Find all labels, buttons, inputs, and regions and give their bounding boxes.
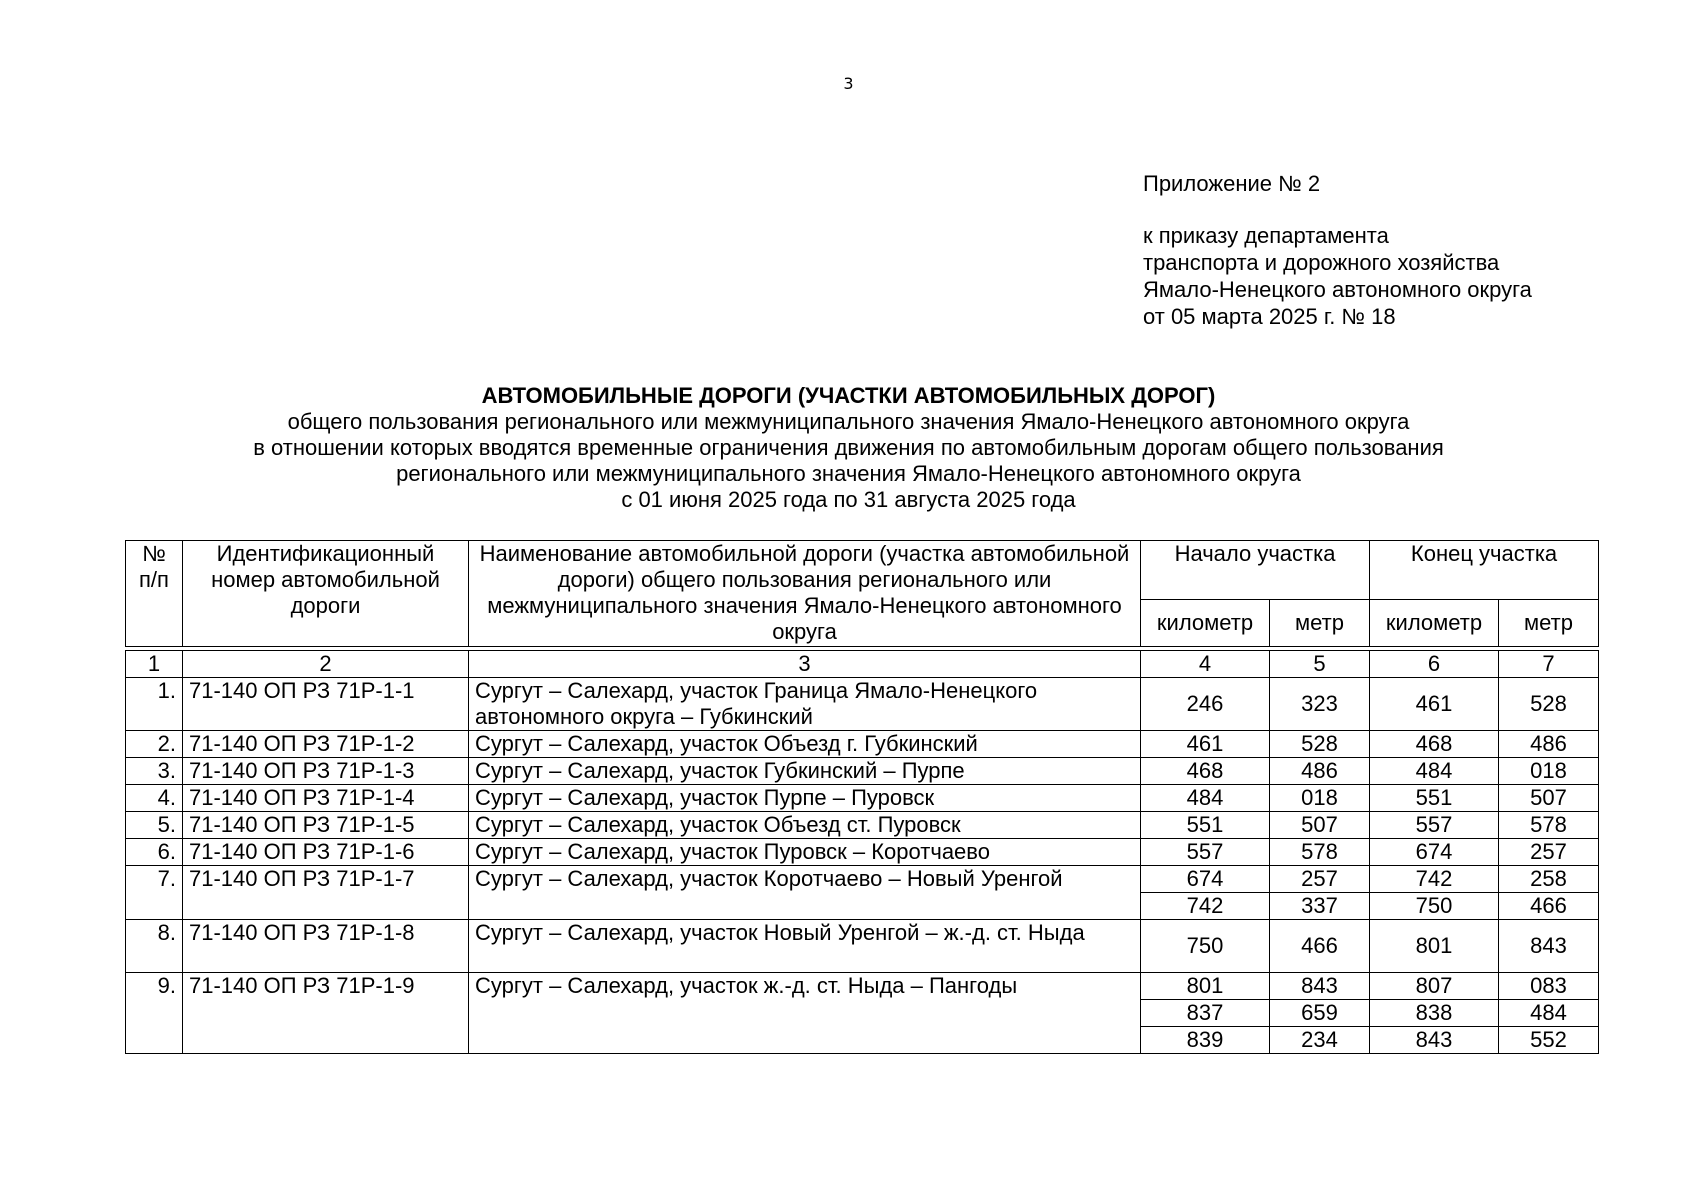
start-m-cell: 528	[1270, 731, 1370, 758]
road-name: Сургут – Салехард, участок Пурпе – Пуровск	[469, 785, 1141, 812]
end-m-cell: 018	[1499, 758, 1599, 785]
end-km-cell: 838	[1370, 1000, 1499, 1027]
header-name: Наименование автомобильной дороги (участка автомобильной дороги) общего пользования регионального или межмуниципального значения Ямало-Ненецкого автономного округа	[469, 541, 1141, 647]
road-name: Сургут – Салехард, участок Объезд ст. Пуровск	[469, 812, 1141, 839]
end-m-cell: 528	[1499, 678, 1599, 731]
start-km-cell: 837	[1141, 1000, 1270, 1027]
start-m-cell: 507	[1270, 812, 1370, 839]
end-m-cell: 578	[1499, 812, 1599, 839]
start-km-cell: 246	[1141, 678, 1270, 731]
header-start-km: километр	[1141, 600, 1270, 647]
header-no: № п/п	[126, 541, 183, 647]
row-number: 6.	[126, 839, 183, 866]
road-id: 71-140 ОП РЗ 71Р-1-6	[183, 839, 469, 866]
end-m-cell: 552	[1499, 1027, 1599, 1054]
column-number: 4	[1141, 651, 1270, 678]
start-m-cell: 257	[1270, 866, 1370, 893]
road-id: 71-140 ОП РЗ 71Р-1-4	[183, 785, 469, 812]
table-row	[126, 678, 1599, 731]
road-name: Сургут – Салехард, участок Граница Ямало-Ненецкого автономного округа – Губкинский	[469, 678, 1141, 731]
page-number: 3	[843, 74, 854, 93]
road-name: Сургут – Салехард, участок Коротчаево – Новый Уренгой	[469, 866, 1141, 920]
heading-line: общего пользования регионального или межмуниципального значения Ямало-Ненецкого автономного округа	[287, 409, 1410, 434]
appendix-block	[1143, 170, 1532, 330]
end-m-cell: 484	[1499, 1000, 1599, 1027]
end-m-cell: 507	[1499, 785, 1599, 812]
road-id: 71-140 ОП РЗ 71Р-1-3	[183, 758, 469, 785]
road-name: Сургут – Салехард, участок Объезд г. Губкинский	[469, 731, 1141, 758]
heading-line: регионального или межмуниципального значения Ямало-Ненецкого автономного округа	[396, 461, 1301, 486]
end-km-cell: 461	[1370, 678, 1499, 731]
end-m-cell: 258	[1499, 866, 1599, 893]
row-number: 8.	[126, 920, 183, 973]
road-name: Сургут – Салехард, участок Новый Уренгой – ж.-д. ст. Ныда	[469, 920, 1141, 973]
table-row	[126, 731, 1599, 758]
roads-table	[125, 540, 1599, 1054]
start-km-cell: 551	[1141, 812, 1270, 839]
end-km-cell: 807	[1370, 973, 1499, 1000]
start-km-cell: 742	[1141, 893, 1270, 920]
start-km-cell: 557	[1141, 839, 1270, 866]
table-row	[126, 758, 1599, 785]
end-m-cell: 083	[1499, 973, 1599, 1000]
end-km-cell: 557	[1370, 812, 1499, 839]
road-id: 71-140 ОП РЗ 71Р-1-2	[183, 731, 469, 758]
start-m-cell: 578	[1270, 839, 1370, 866]
document-heading	[0, 383, 1697, 513]
header-end-km: километр	[1370, 600, 1499, 647]
row-number: 9.	[126, 973, 183, 1054]
start-m-cell: 018	[1270, 785, 1370, 812]
road-id: 71-140 ОП РЗ 71Р-1-9	[183, 973, 469, 1054]
road-name: Сургут – Салехард, участок Пуровск – Коротчаево	[469, 839, 1141, 866]
start-km-cell: 484	[1141, 785, 1270, 812]
appendix-line: Ямало-Ненецкого автономного округа	[1143, 277, 1532, 302]
end-km-cell: 551	[1370, 785, 1499, 812]
start-m-cell: 337	[1270, 893, 1370, 920]
end-km-cell: 484	[1370, 758, 1499, 785]
end-km-cell: 742	[1370, 866, 1499, 893]
start-km-cell: 750	[1141, 920, 1270, 973]
start-km-cell: 839	[1141, 1027, 1270, 1054]
end-m-cell: 486	[1499, 731, 1599, 758]
table-row	[126, 785, 1599, 812]
header-end: Конец участка	[1370, 541, 1599, 600]
end-m-cell: 257	[1499, 839, 1599, 866]
table-row	[126, 812, 1599, 839]
table-row	[126, 866, 1599, 893]
row-number: 1.	[126, 678, 183, 731]
column-number: 1	[126, 651, 183, 678]
table-row	[126, 973, 1599, 1000]
appendix-title: Приложение № 2	[1143, 171, 1321, 196]
start-km-cell: 468	[1141, 758, 1270, 785]
start-m-cell: 486	[1270, 758, 1370, 785]
end-km-cell: 750	[1370, 893, 1499, 920]
table-body	[126, 647, 1599, 1054]
start-km-cell: 674	[1141, 866, 1270, 893]
column-numbers-row	[126, 651, 1599, 678]
table-row	[126, 920, 1599, 973]
road-name: Сургут – Салехард, участок Губкинский – Пурпе	[469, 758, 1141, 785]
start-km-cell: 461	[1141, 731, 1270, 758]
road-id: 71-140 ОП РЗ 71Р-1-1	[183, 678, 469, 731]
column-number: 5	[1270, 651, 1370, 678]
heading-line: с 01 июня 2025 года по 31 августа 2025 года	[621, 487, 1076, 512]
road-id: 71-140 ОП РЗ 71Р-1-8	[183, 920, 469, 973]
start-m-cell: 234	[1270, 1027, 1370, 1054]
start-m-cell: 466	[1270, 920, 1370, 973]
start-m-cell: 843	[1270, 973, 1370, 1000]
header-start: Начало участка	[1141, 541, 1370, 600]
header-end-m: метр	[1499, 600, 1599, 647]
document-title: АВТОМОБИЛЬНЫЕ ДОРОГИ (УЧАСТКИ АВТОМОБИЛЬНЫХ ДОРОГ)	[481, 383, 1216, 408]
appendix-line: транспорта и дорожного хозяйства	[1143, 250, 1500, 275]
road-id: 71-140 ОП РЗ 71Р-1-7	[183, 866, 469, 920]
appendix-line: от 05 марта 2025 г. № 18	[1143, 304, 1396, 329]
column-number: 7	[1499, 651, 1599, 678]
row-number: 4.	[126, 785, 183, 812]
column-number: 6	[1370, 651, 1499, 678]
start-m-cell: 323	[1270, 678, 1370, 731]
header-id: Идентификационный номер автомобильной дороги	[183, 541, 469, 647]
row-number: 7.	[126, 866, 183, 920]
row-number: 2.	[126, 731, 183, 758]
road-id: 71-140 ОП РЗ 71Р-1-5	[183, 812, 469, 839]
heading-line: в отношении которых вводятся временные ограничения движения по автомобильным дорогам общего пользования	[253, 435, 1444, 460]
end-m-cell: 843	[1499, 920, 1599, 973]
row-number: 5.	[126, 812, 183, 839]
road-name: Сургут – Салехард, участок ж.-д. ст. Ныда – Пангоды	[469, 973, 1141, 1054]
end-km-cell: 468	[1370, 731, 1499, 758]
header-start-m: метр	[1270, 600, 1370, 647]
end-km-cell: 674	[1370, 839, 1499, 866]
end-km-cell: 801	[1370, 920, 1499, 973]
column-number: 2	[183, 651, 469, 678]
end-km-cell: 843	[1370, 1027, 1499, 1054]
start-km-cell: 801	[1141, 973, 1270, 1000]
column-number: 3	[469, 651, 1141, 678]
appendix-line: к приказу департамента	[1143, 223, 1389, 248]
end-m-cell: 466	[1499, 893, 1599, 920]
row-number: 3.	[126, 758, 183, 785]
start-m-cell: 659	[1270, 1000, 1370, 1027]
table-row	[126, 839, 1599, 866]
